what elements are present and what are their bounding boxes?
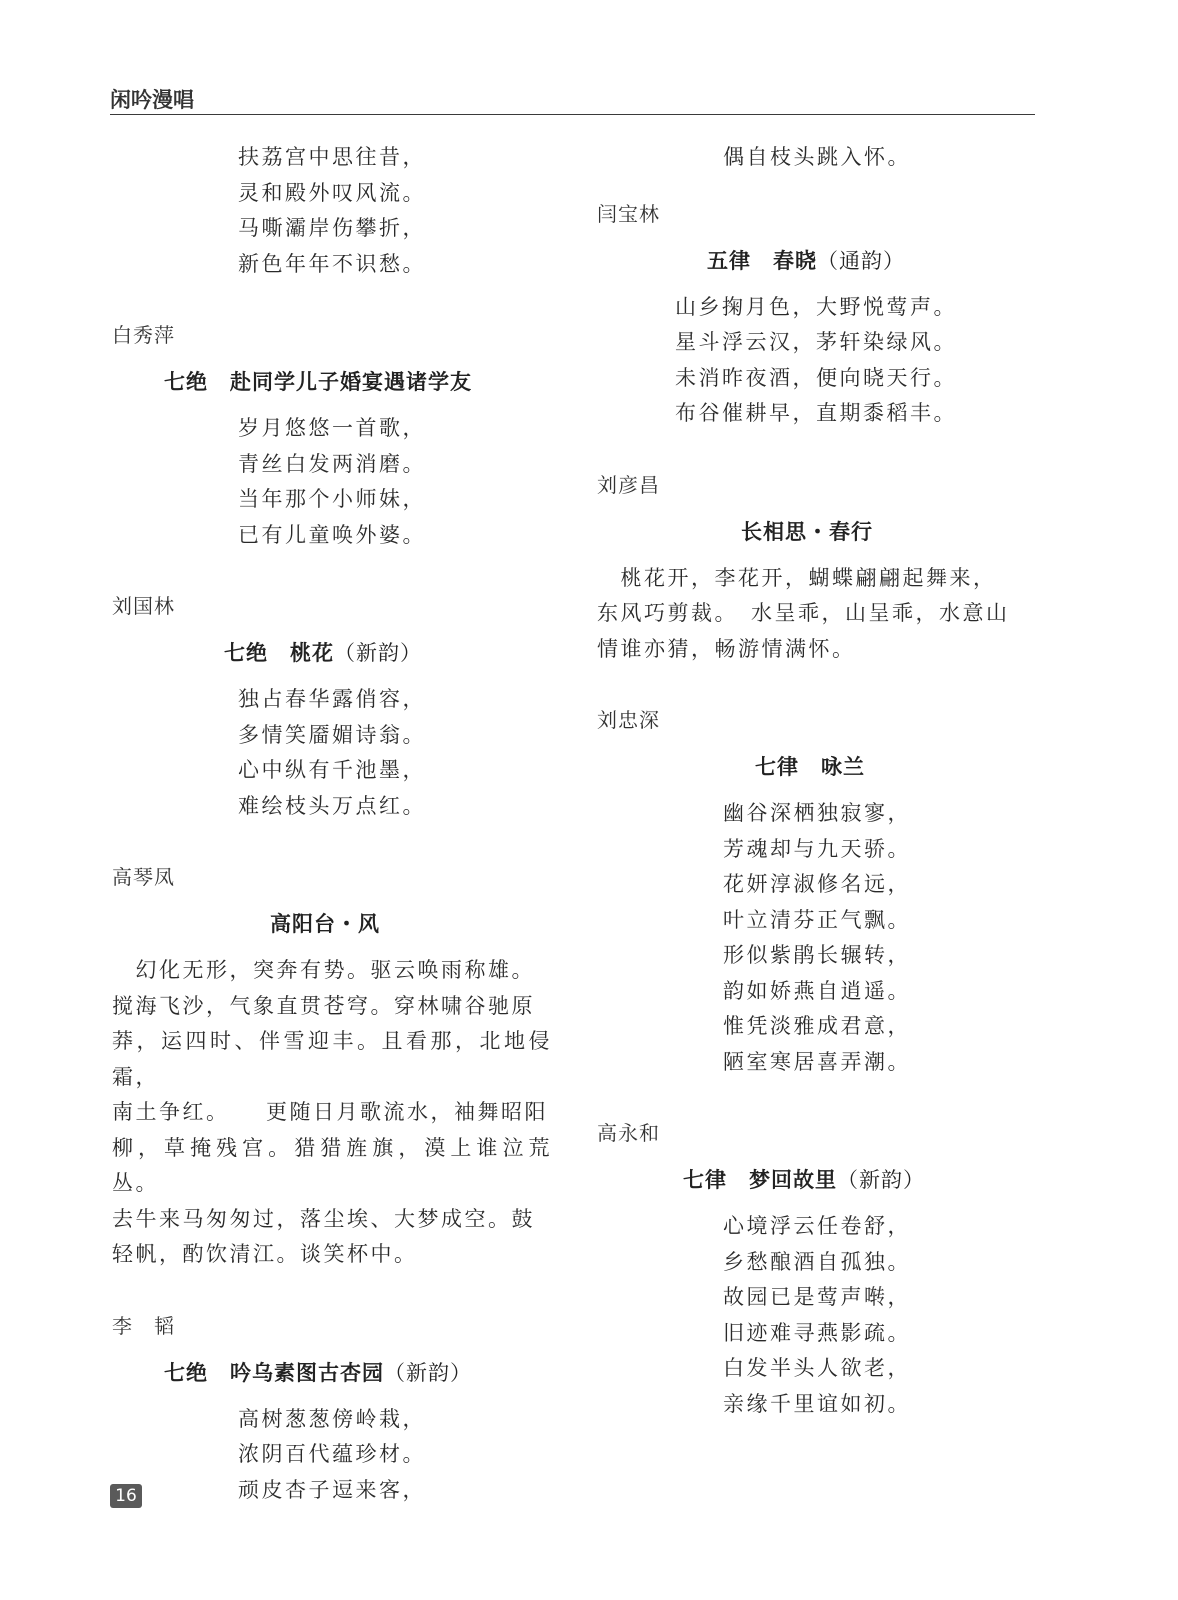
poem-author: 刘忠深 xyxy=(597,708,660,732)
poem-title: 七绝 桃花（新韵） xyxy=(224,641,422,665)
poem-line: 多情笑靥媚诗翁。 xyxy=(238,722,426,747)
poem-line: 故园已是莺声啭， xyxy=(723,1285,911,1309)
ci-body xyxy=(597,561,1037,668)
prose-line: 情谁亦猜，畅游情满怀。 xyxy=(597,636,856,661)
poem-line: 芳魂却与九天骄。 xyxy=(723,836,911,861)
poem-title: 七绝 吟乌素图古杏园（新韵） xyxy=(164,1360,472,1385)
poem-line: 偶自枝头跳入怀。 xyxy=(723,145,911,169)
right-column xyxy=(597,140,1037,1422)
poem-line: 韵如娇燕自逍遥。 xyxy=(723,978,911,1003)
prose-line: 去牛来马匆匆过，落尘埃、大梦成空。鼓 xyxy=(112,1206,535,1231)
poem-line: 马嘶灞岸伤攀折， xyxy=(238,216,426,240)
poem-line: 幽谷深栖独寂寥， xyxy=(723,801,911,825)
ci-body xyxy=(112,953,552,1273)
poem-line: 亲缘千里谊如初。 xyxy=(723,1391,911,1416)
prose-line: 轻帆，酌饮清江。谈笑杯中。 xyxy=(112,1242,418,1266)
poem-line: 新色年年不识愁。 xyxy=(238,251,426,276)
continued-poem-lines xyxy=(238,140,552,282)
poem-line: 旧迹难寻燕影疏。 xyxy=(723,1320,911,1345)
poem-line: 青丝白发两消磨。 xyxy=(238,451,426,476)
poem-author: 高琴凤 xyxy=(112,865,175,889)
poem-title: 五律 春晓（通韵） xyxy=(707,248,905,273)
poem-line: 灵和殿外叹风流。 xyxy=(238,180,426,205)
poem-line: 形似紫鹃长辗转， xyxy=(723,943,911,967)
header-rule xyxy=(110,114,1035,115)
poem-rhyme-note: （通韵） xyxy=(817,248,905,273)
prose-line: 搅海飞沙，气象直贯苍穹。穿林啸谷驰原 xyxy=(112,993,535,1018)
poem-line: 惟凭淡雅成君意， xyxy=(723,1014,911,1038)
prose-line: 东风巧剪裁。 水呈乖，山呈乖，水意山 xyxy=(597,601,1010,625)
poem-line: 山乡掬月色，大野悦莺声。 xyxy=(675,294,957,319)
poem-author: 李 韬 xyxy=(112,1313,175,1338)
poem-body xyxy=(238,411,552,553)
poem-line: 陋室寒居喜弄潮。 xyxy=(723,1049,911,1074)
poem-title: 高阳台・风 xyxy=(270,912,380,936)
poem-rhyme-note: （新韵） xyxy=(837,1168,925,1192)
poem-line: 岁月悠悠一首歌， xyxy=(238,416,426,440)
poem-body xyxy=(723,796,1037,1080)
poem-author: 白秀萍 xyxy=(112,323,175,347)
poem-author: 刘国林 xyxy=(112,594,175,618)
poem-line: 心中纵有千池墨， xyxy=(238,758,426,782)
poem-line: 顽皮杏子逗来客， xyxy=(238,1477,426,1502)
poem-title: 七律 咏兰 xyxy=(755,755,865,779)
poem-line: 浓阴百代蕴珍材。 xyxy=(238,1442,426,1466)
poem-line: 白发半头人欲老， xyxy=(723,1356,911,1380)
poem-author: 刘彦昌 xyxy=(597,472,660,497)
poem-line: 星斗浮云汉，茅轩染绿风。 xyxy=(675,330,957,354)
poem-body xyxy=(723,1209,1037,1422)
prose-line: 莽，运四时、伴雪迎丰。且看那，北地侵霜， xyxy=(112,1029,552,1089)
poem-rhyme-note: （新韵） xyxy=(384,1360,472,1385)
poem-line: 心境浮云任卷舒， xyxy=(723,1214,911,1238)
prose-line: 南土争红。 更随日月歌流水，袖舞昭阳 xyxy=(112,1100,548,1124)
prose-line: 柳，草掩残宫。猎猎旌旗，漠上谁泣荒丛。 xyxy=(112,1135,552,1195)
poem-title: 七绝 赴同学儿子婚宴遇诸学友 xyxy=(164,370,472,394)
poem-line: 独占春华露俏容， xyxy=(238,687,426,711)
poem-body xyxy=(238,682,552,824)
poem-rhyme-note: （新韵） xyxy=(334,641,422,665)
poem-line: 花妍淳淑修名远， xyxy=(723,872,911,896)
poem-body xyxy=(238,1402,552,1509)
poem-line: 高树葱葱傍岭栽， xyxy=(238,1406,426,1431)
poem-line: 已有儿童唤外婆。 xyxy=(238,522,426,547)
poem-line: 难绘枝头万点红。 xyxy=(238,793,426,818)
poem-line: 布谷催耕早，直期黍稻丰。 xyxy=(675,401,957,425)
poem-line: 当年那个小师妹， xyxy=(238,487,426,511)
poem-title: 七律 梦回故里（新韵） xyxy=(683,1168,925,1192)
prose-line: 桃花开，李花开，蝴蝶翩翩起舞来， xyxy=(597,565,997,590)
continued-poem-lines xyxy=(723,140,1037,176)
poem-author: 闫宝林 xyxy=(597,201,660,226)
prose-line: 幻化无形，突奔有势。驱云唤雨称雄。 xyxy=(112,958,535,982)
poem-title: 长相思・春行 xyxy=(741,519,873,544)
poem-line: 乡愁酿酒自孤独。 xyxy=(723,1249,911,1274)
poem-line: 扶荔宫中思往昔， xyxy=(238,145,426,169)
poem-body xyxy=(675,290,1037,432)
running-header: 闲吟漫唱 xyxy=(110,88,194,112)
poem-line: 未消昨夜酒，便向晓天行。 xyxy=(675,365,957,390)
left-column xyxy=(112,140,552,1508)
page-number-badge: 16 xyxy=(110,1484,142,1508)
poem-line: 叶立清芬正气飘。 xyxy=(723,907,911,932)
poem-author: 高永和 xyxy=(597,1121,660,1145)
